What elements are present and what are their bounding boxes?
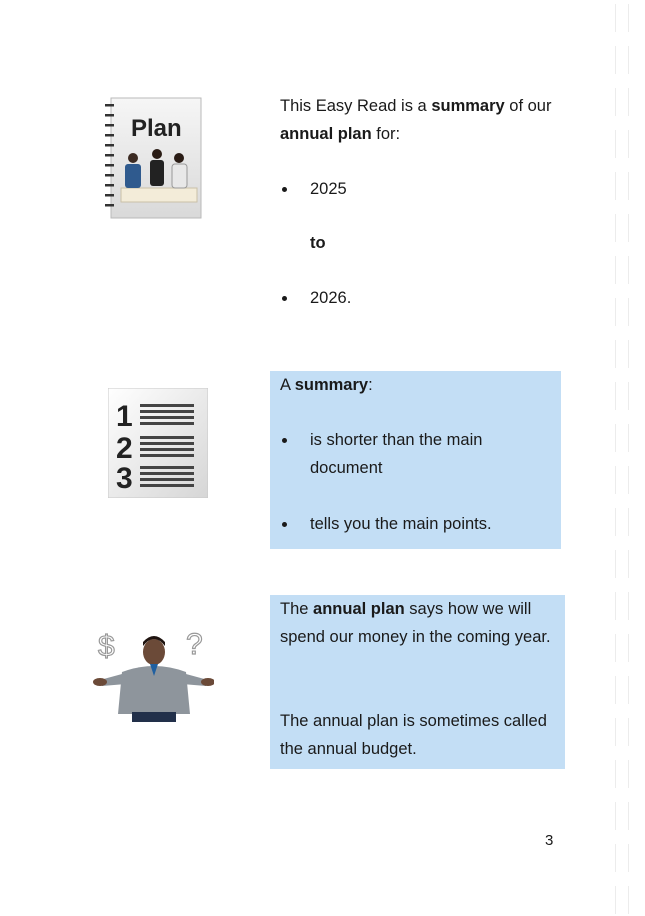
intro-middle: of our (504, 97, 552, 115)
summary-box (270, 371, 561, 549)
annual-plan-para-1 (280, 595, 555, 651)
year-to-text: to (310, 234, 326, 252)
list-number-3: 3 (116, 462, 133, 495)
year-start: 2025 (280, 175, 480, 203)
annual-plan-para-2: The annual plan is sometimes called the annual budget. (280, 712, 547, 758)
money-question-icon (92, 624, 214, 724)
summary-bullet-2: tells you the main points. (280, 510, 511, 538)
annual-plan-box (270, 595, 565, 769)
summary-bullet-1: is shorter than the main document (280, 426, 511, 482)
page-number: 3 (545, 832, 554, 849)
list-number-2: 2 (116, 432, 133, 465)
list-number-1: 1 (116, 400, 133, 433)
intro-summary-word: summary (431, 97, 505, 115)
intro-prefix: This Easy Read is a (280, 97, 432, 115)
intro-suffix: for: (371, 125, 401, 143)
year-end: 2026. (280, 284, 480, 312)
summary-lead-bold: summary (294, 376, 369, 394)
plan-bold: annual plan (313, 600, 405, 618)
summary-lead-suffix: : (368, 376, 373, 394)
binding-holes (615, 0, 635, 916)
summary-lead-prefix: A (280, 376, 295, 394)
numbered-list-icon (108, 388, 208, 498)
question-mark-symbol: ? (186, 628, 203, 661)
plan-prefix: The (280, 600, 314, 618)
plan-notebook-icon (105, 96, 205, 220)
plan-suffix: says how we will spend our money in the coming year. (280, 600, 551, 646)
year-start-item (280, 175, 480, 203)
year-end-item (280, 284, 480, 312)
dollar-sign-symbol: $ (98, 630, 115, 663)
intro-paragraph (280, 92, 580, 148)
intro-annual-plan: annual plan (280, 125, 372, 143)
plan-notebook-label: Plan (131, 115, 182, 142)
year-to (310, 229, 326, 257)
